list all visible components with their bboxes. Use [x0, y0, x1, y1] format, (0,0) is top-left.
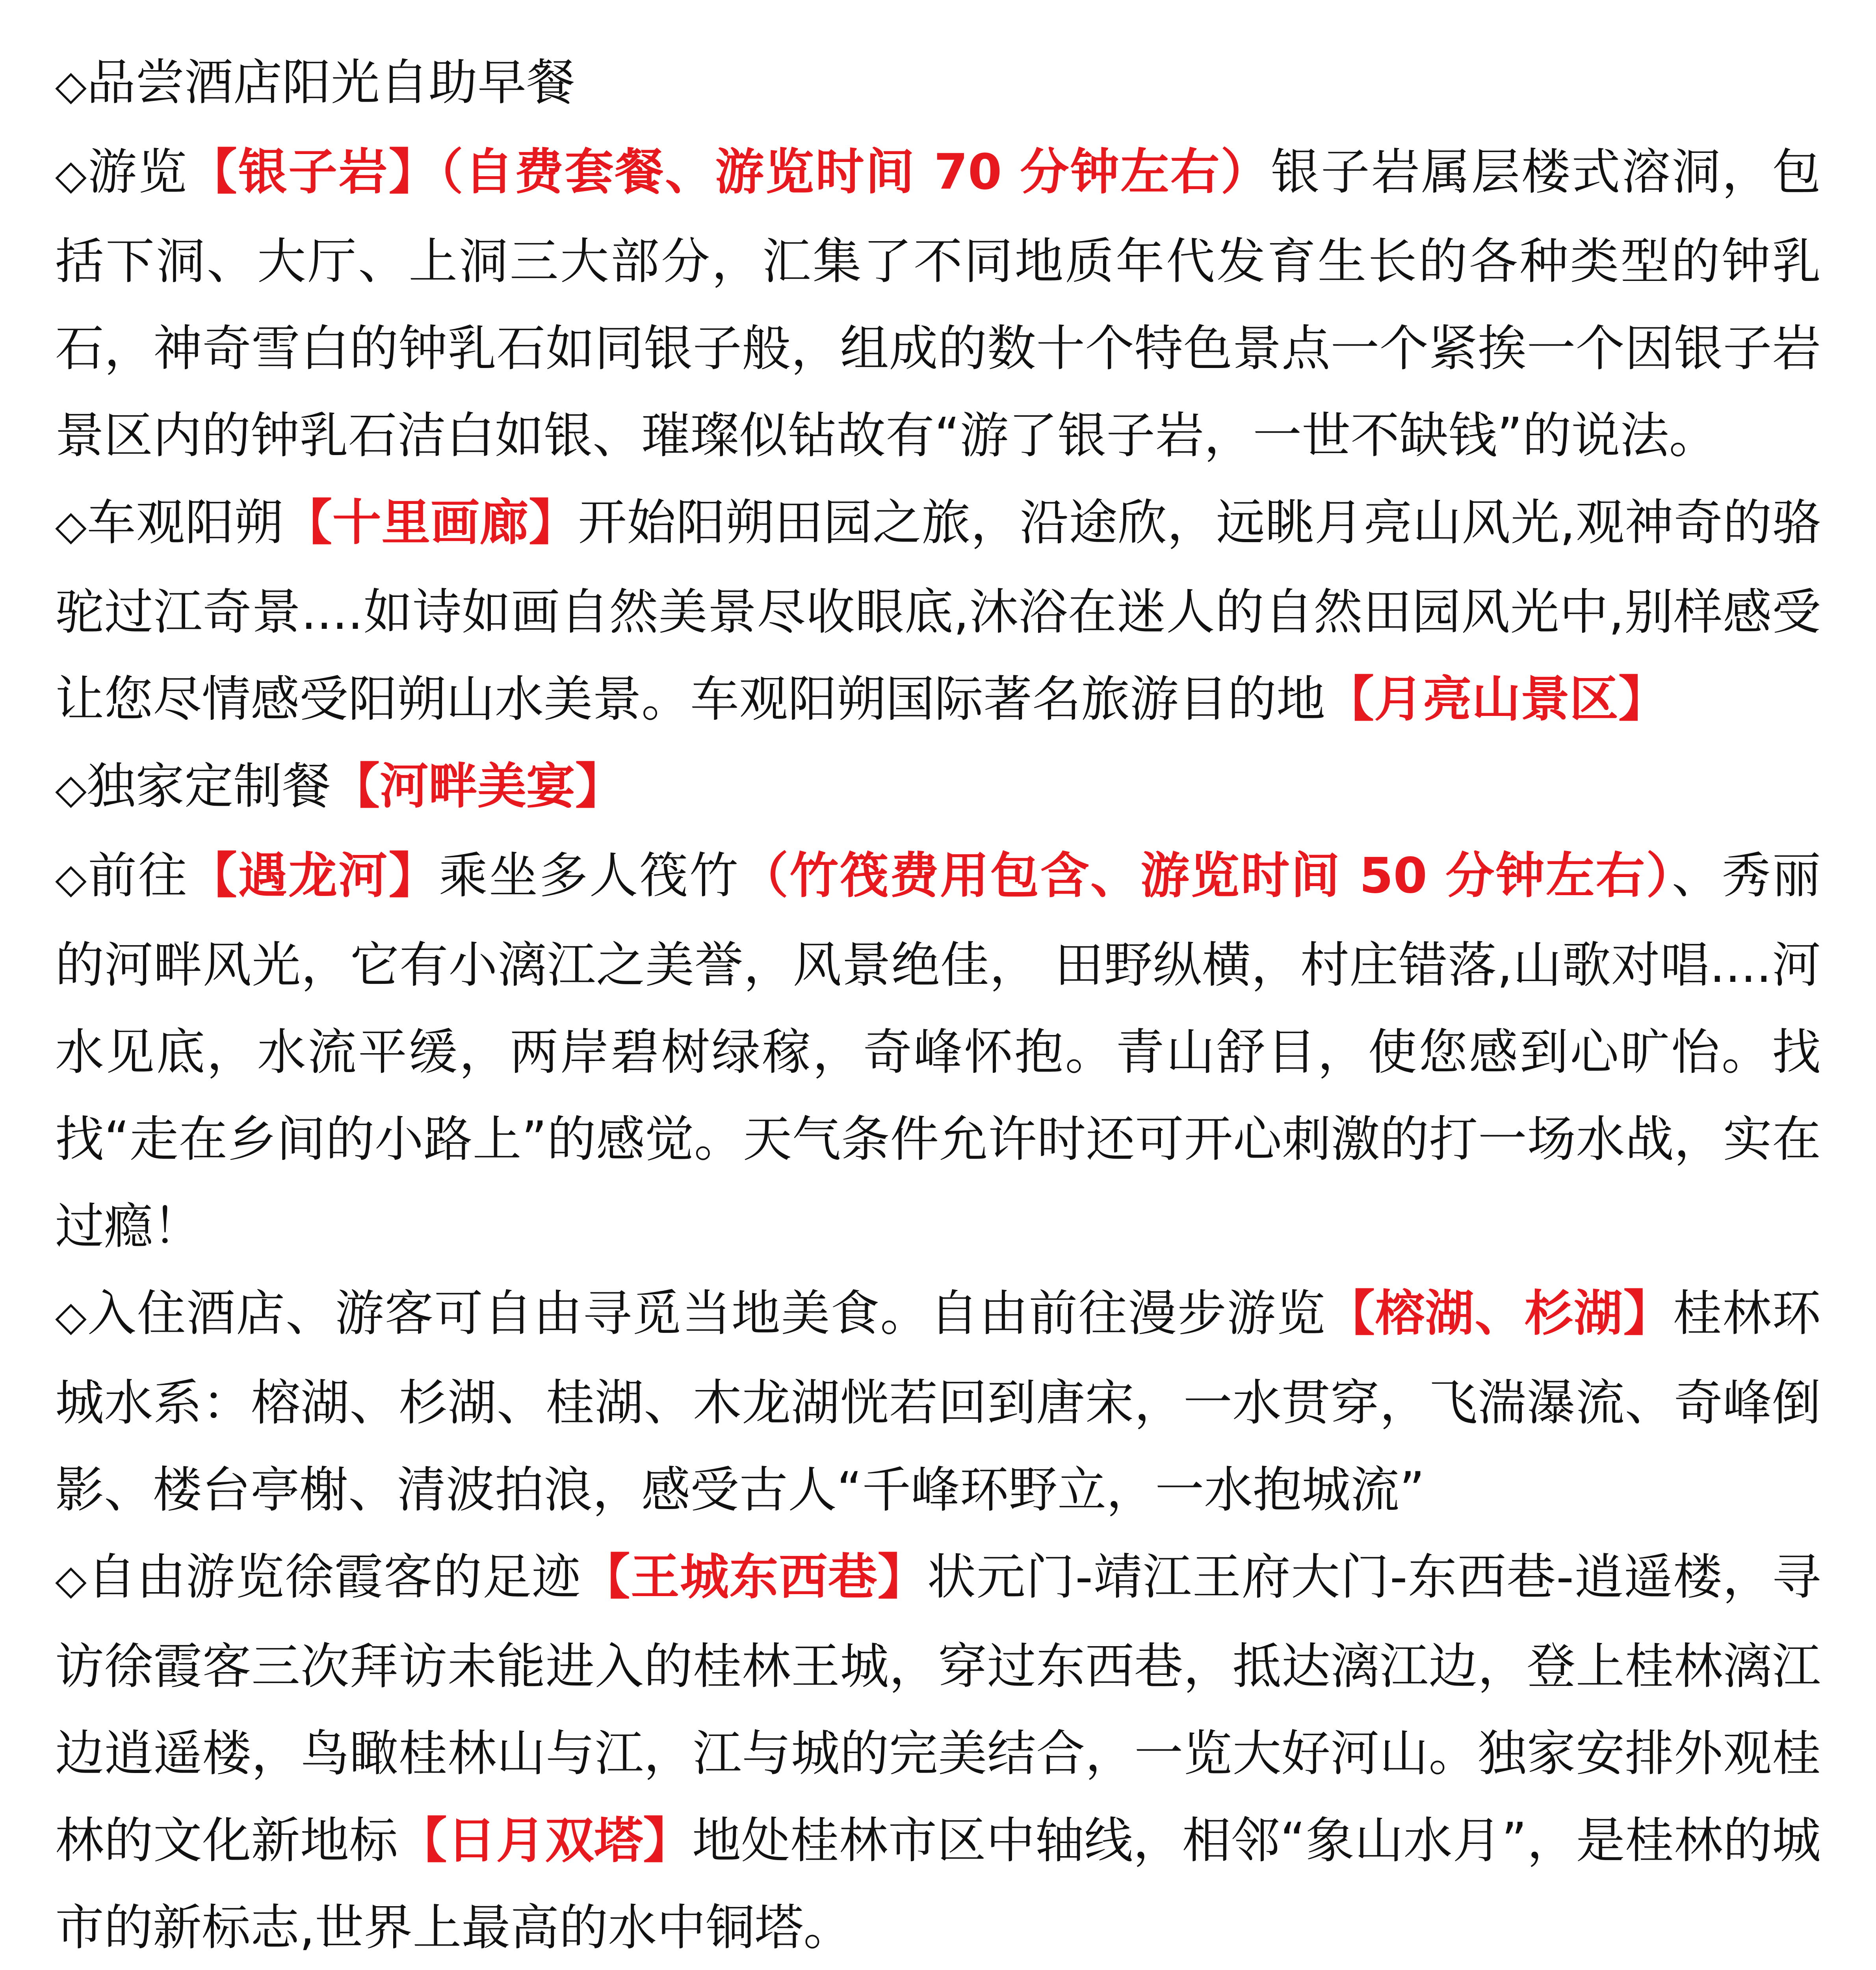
item-ronghu-shanhu [55, 1270, 1821, 1534]
item-text: 、秀丽的河畔风光，它有小漓江之美誉，风景绝佳， 田野纵横，村庄错落,山歌对唱....河水见底，水流平缓，两岸碧树绿稼，奇峰怀抱。青山舒目，使您感到心旷怡。找找“走在乡间的小路上”的感觉。天气条件允许时还可开心刺激的打一场水战，实在过瘾！ [55, 847, 1821, 1255]
item-wangcheng [55, 1534, 1821, 1970]
diamond-bullet-icon: ◇ [55, 151, 87, 199]
item-text: 车观阳朔 [86, 494, 284, 551]
highlight-yulonghe: 【遇龙河】 [188, 847, 439, 904]
item-breakfast [55, 39, 1821, 129]
itinerary-document [55, 39, 1821, 1970]
highlight-yinziyan: 【银子岩】（自费套餐、游览时间 70 分钟左右） [188, 144, 1271, 201]
item-text: 前往 [86, 847, 188, 904]
item-text: 地处桂林市区中轴线，相邻“象山水月”，是桂林的城市的新标志,世界上最高的水中铜塔。 [55, 1812, 1821, 1956]
highlight-raft-info: （竹筏费用包含、游览时间 50 分钟左右） [739, 847, 1672, 904]
highlight-wangcheng: 【王城东西巷】 [581, 1549, 927, 1606]
item-riverside-meal [55, 743, 1821, 833]
highlight-hepanmeiyan: 【河畔美宴】 [331, 758, 624, 815]
diamond-bullet-icon: ◇ [55, 501, 87, 549]
highlight-riyueshuangta: 【日月双塔】 [398, 1812, 692, 1869]
item-text: 独家定制餐 [86, 758, 331, 815]
item-text: 状元门-靖江王府大门-东西巷-逍遥楼，寻访徐霞客三次拜访未能进入的桂林王城，穿过东西巷，抵达漓江边，登上桂林漓江边逍遥楼，鸟瞰桂林山与江，江与城的完美结合，一览大好河山。独家安排外观桂林的文化新地标 [55, 1549, 1821, 1869]
item-text: 入住酒店、游客可自由寻觅当地美食。自由前往漫步游览 [86, 1285, 1326, 1342]
highlight-ronghu-shanhu: 【榕湖、杉湖】 [1326, 1285, 1673, 1342]
item-text: 开始阳朔田园之旅，沿途欣，远眺月亮山风光,观神奇的骆驼过江奇景....如诗如画自然美景尽收眼底,沐浴在迷人的自然田园风光中,别样感受让您尽情感受阳朔山水美景。车观阳朔国际著名旅游目的地 [55, 494, 1821, 728]
highlight-yueliangshan: 【月亮山景区】 [1325, 671, 1668, 728]
diamond-bullet-icon: ◇ [55, 1556, 87, 1604]
item-yinziyan [55, 129, 1821, 479]
diamond-bullet-icon: ◇ [55, 765, 87, 813]
item-text: 银子岩属层楼式溶洞，包括下洞、大厅、上洞三大部分，汇集了不同地质年代发育生长的各种类型的钟乳石，神奇雪白的钟乳石如同银子般，组成的数十个特色景点一个紧挨一个因银子岩景区内的钟乳石洁白如银、璀璨似钻故有“游了银子岩，一世不缺钱”的说法。 [55, 144, 1821, 464]
item-text: 品尝酒店阳光自助早餐 [86, 54, 575, 111]
item-shilihualang [55, 479, 1821, 743]
item-text: 乘坐多人筏竹 [438, 847, 740, 904]
item-text: 自由游览徐霞客的足迹 [86, 1549, 581, 1606]
diamond-bullet-icon: ◇ [55, 854, 87, 902]
highlight-shilihualang: 【十里画廊】 [283, 494, 578, 551]
diamond-bullet-icon: ◇ [55, 61, 87, 109]
item-yulonghe [55, 833, 1821, 1270]
diamond-bullet-icon: ◇ [55, 1292, 87, 1340]
item-text: 游览 [86, 144, 188, 201]
item-text: 桂林环城水系：榕湖、杉湖、桂湖、木龙湖恍若回到唐宋，一水贯穿，飞湍瀑流、奇峰倒影、楼台亭榭、清波拍浪，感受古人“千峰环野立，一水抱城流” [55, 1285, 1821, 1518]
